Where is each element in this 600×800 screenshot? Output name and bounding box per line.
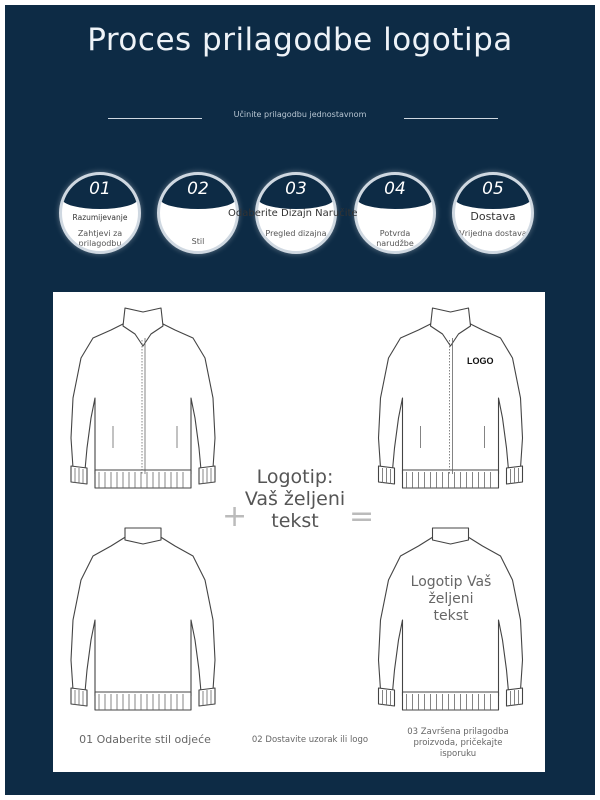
jacket-back-icon xyxy=(58,520,228,720)
step-number: 03 xyxy=(285,179,307,199)
logo-mark: LOGO xyxy=(467,356,494,366)
step-description: Pregled dizajna xyxy=(265,229,327,238)
step-circle-1 xyxy=(59,172,141,254)
step-description: Vrijedna dostava xyxy=(459,229,527,238)
caption-step-1: 01 Odaberite stil odjeće xyxy=(79,733,211,746)
step-description: Potvrda narudžbe xyxy=(376,229,414,248)
step-circle-5 xyxy=(452,172,534,254)
caption-step-2: 02 Dostavite uzorak ili logo xyxy=(251,735,369,745)
step-description: Stil xyxy=(191,237,205,246)
step-number: 02 xyxy=(187,179,209,199)
step-circle-2 xyxy=(157,172,239,254)
step-number: 05 xyxy=(482,179,504,199)
step-number: 04 xyxy=(384,179,406,199)
jacket-back-plain xyxy=(58,520,228,720)
jacket-front-logo xyxy=(363,298,538,498)
custom-text-label: Logotip: Vaš željeni tekst xyxy=(244,466,346,532)
step-name: Dostava xyxy=(470,210,516,223)
page-subtitle: Učinite prilagodbu jednostavnom xyxy=(233,110,367,119)
equals-icon: = xyxy=(349,499,375,534)
jacket-front-plain xyxy=(58,298,228,498)
back-print-text: Logotip Vaš željeni tekst xyxy=(410,574,492,624)
subtitle-divider-left xyxy=(108,118,202,119)
jacket-front-icon xyxy=(363,298,538,498)
page-title: Proces prilagodbe logotipa xyxy=(87,22,513,58)
caption-step-3: 03 Završena prilagodba proizvoda, pričekajte isporuku xyxy=(407,727,509,759)
plus-icon: + xyxy=(222,499,248,534)
jacket-back-print xyxy=(363,520,538,720)
steps-overlay-label: Odaberite Dizajn Naručite xyxy=(228,208,358,219)
subtitle-divider-right xyxy=(404,118,498,119)
step-circle-4 xyxy=(354,172,436,254)
step-name: Razumijevanje xyxy=(72,213,128,222)
step-description: Zahtjevi za prilagodbu xyxy=(77,229,123,248)
jacket-front-icon xyxy=(58,298,228,498)
step-number: 01 xyxy=(89,179,111,199)
